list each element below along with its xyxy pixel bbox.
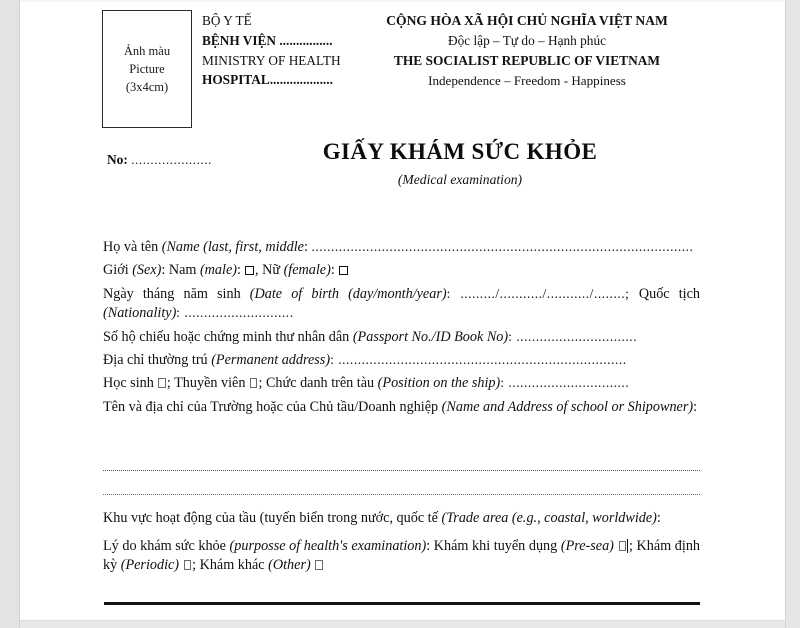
field-school-colon: : (693, 399, 698, 416)
field-sex-male-colon: : (236, 261, 245, 278)
hospital-name-vi: BỆNH VIỆN ................ (202, 32, 333, 48)
field-full-name[interactable] (103, 240, 700, 254)
field-other-label-en: (Other) (268, 556, 311, 573)
document-number-blank: ..................... (131, 152, 213, 167)
text-cursor (627, 539, 628, 553)
checkbox-student[interactable] (158, 378, 166, 388)
left-margin-gutter (0, 0, 20, 628)
field-periodic-label-vi: ; Khám định kỳ (103, 537, 701, 573)
ministry-header-block (202, 11, 367, 90)
field-periodic-label-en: (Periodic) (120, 556, 180, 573)
field-dob-blank: : ........./.........../.........../........; (446, 286, 639, 302)
field-purpose-of-examination[interactable] (103, 537, 700, 575)
hospital-name-en: HOSPITAL................... (202, 72, 333, 88)
page-top-edge (20, 0, 785, 2)
field-dob-label-vi: Ngày tháng năm sinh (103, 286, 250, 303)
checkbox-male[interactable] (245, 266, 254, 275)
photo-size-label: (3x4cm) (125, 80, 169, 95)
field-nationality-blank: : ............................ (176, 305, 294, 321)
field-sex-male-label: : Nam (161, 261, 200, 278)
ministry-name-vi: BỘ Y TẾ (202, 13, 252, 28)
country-name-en: THE SOCIALIST REPUBLIC OF VIETNAM (393, 53, 661, 69)
blank-dotted-line-1[interactable] (103, 470, 700, 473)
field-dob-label-en: (Date of birth (249, 286, 349, 303)
blank-dotted-line-2[interactable] (103, 494, 700, 497)
checkbox-pre-sea[interactable] (619, 541, 627, 551)
field-sex-female-label-en: (female) (283, 261, 331, 278)
field-full-name-label-en: (Name (last, first, middle (161, 239, 304, 255)
field-other-label-vi: ; Khám khác (192, 556, 269, 573)
form-body-lower (103, 509, 700, 583)
field-trade-label-vi: Khu vực hoạt động của tầu (tuyến biển trong nước, quốc tế (103, 510, 442, 526)
field-address-blank: : .......................................................................... (330, 351, 627, 367)
field-periodic-space (179, 557, 183, 573)
field-seaman-label-vi: ; Thuyền viên (166, 374, 249, 391)
form-body (103, 240, 700, 424)
field-full-name-label-vi: Họ và tên (103, 239, 162, 255)
checkbox-seaman[interactable] (250, 378, 258, 388)
photo-label-vi: Ảnh màu (123, 43, 171, 58)
field-sex-male-label-en: (male) (199, 261, 237, 278)
field-address-label-vi: Địa chỉ thường trú (103, 351, 212, 368)
photo-label-en: Picture (129, 61, 165, 76)
field-sex-separator: , Nữ (254, 261, 284, 278)
ministry-name-en: MINISTRY OF HEALTH (202, 52, 341, 68)
right-margin-gutter (785, 0, 800, 628)
field-purpose-label-vi: Lý do khám sức khỏe (103, 537, 230, 554)
field-purpose-presea-label: : Khám khi tuyển dụng (426, 537, 561, 554)
field-presea-label-en: (Pre-sea) (560, 537, 614, 554)
field-position-label-vi: ; Chức danh trên tàu (258, 374, 378, 391)
field-position-blank: : ............................... (500, 374, 630, 390)
national-heading-block (367, 11, 687, 91)
field-school-shipowner[interactable] (103, 398, 700, 417)
photo-placeholder-box (102, 10, 192, 128)
field-passport-blank: : ............................... (508, 329, 638, 345)
field-school-label-vi: Tên và địa chỉ của Trường hoặc của Chủ tầu/Doanh nghiệp (103, 399, 442, 416)
field-address-label-en: (Permanent address) (211, 351, 331, 368)
field-trade-label-en: (Trade area (e.g., coastal, worldwide) (441, 510, 657, 526)
field-trade-area[interactable] (103, 509, 700, 528)
field-sex[interactable] (103, 263, 700, 277)
field-position-label-en: (Position on the ship) (377, 374, 501, 391)
document-number-label: No: (107, 152, 128, 167)
page-subtitle: (Medical examination) (397, 172, 523, 187)
field-trade-colon: : (656, 510, 661, 526)
field-passport-label-en: (Passport No./ID Book No) (352, 329, 509, 346)
document-number-field[interactable] (107, 152, 212, 168)
field-position-on-ship[interactable] (103, 376, 700, 390)
national-motto-vi: Độc lập – Tự do – Hạnh phúc (448, 33, 606, 49)
national-motto-en: Independence – Freedom - Happiness (428, 73, 626, 89)
field-school-label-en: (Name and Address of school or Shipowner) (441, 399, 694, 416)
page-title: GIẤY KHÁM SỨC KHỎE (322, 139, 598, 164)
field-passport-label-vi: Số hộ chiếu hoặc chứng minh thư nhân dân (103, 329, 353, 346)
field-student-label-vi: Học sinh (103, 374, 158, 391)
checkbox-other[interactable] (315, 560, 323, 570)
field-presea-space (614, 538, 618, 554)
field-passport-id[interactable] (103, 330, 700, 344)
field-other-space (311, 557, 315, 573)
field-purpose-label-en: (purposse of health's examination) (229, 537, 427, 554)
field-sex-label-en: (Sex) (132, 261, 162, 278)
field-date-of-birth[interactable] (103, 285, 700, 323)
field-permanent-address[interactable] (103, 353, 700, 367)
field-dob-format: (day/month/year) (348, 286, 447, 303)
field-sex-label-vi: Giới (103, 261, 133, 278)
field-nationality-label-vi: Quốc tịch (638, 286, 700, 303)
field-full-name-colon: : (303, 239, 312, 255)
field-full-name-blank: .................................................................................................. (311, 239, 694, 254)
section-divider-rule (104, 602, 700, 605)
checkbox-periodic[interactable] (184, 560, 192, 570)
field-sex-female-colon: : (330, 261, 339, 278)
checkbox-female[interactable] (339, 266, 348, 275)
country-name-vi: CỘNG HÒA XÃ HỘI CHỦ NGHĨA VIỆT NAM (386, 13, 668, 28)
field-nationality-label-en: (Nationality) (103, 305, 177, 322)
